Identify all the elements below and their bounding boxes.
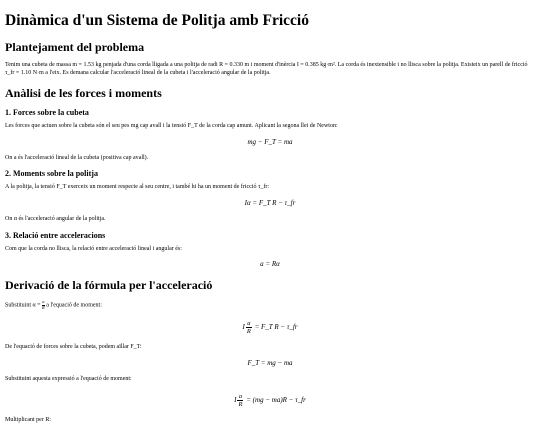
page-title: Dinàmica d'un Sistema de Politja amb Fricció [5, 12, 309, 29]
section-1-text: Les forces que actuen sobre la cubeta són el seu pes mg cap avall i la tensió F_T de la corda cap amunt. Aplicant la segona llei de Newton: [5, 123, 338, 130]
tension-equation: F_T = mg − ma [247, 358, 293, 367]
substituted-moment-equation: I $\frac{a}{R}$ = F_T R − τ_fr [242, 320, 298, 336]
section-1-after: On a és l'acceleració lineal de la cubeta (positiva cap avall). [5, 154, 149, 161]
moment-equation: Iα = F_T R − τ_fr [244, 198, 296, 207]
section-2-text: A la politja, la tensió F_T exerceix un moment respecte al seu centre, i també hi ha un moment de fricció τ_fr: [5, 184, 270, 191]
derivation-step-3-text: Substituint aquesta expressió a l'equació de moment: [5, 375, 132, 382]
relation-equation: a = Rα [260, 260, 280, 269]
derivation-step-4-text: Multiplicant per R: [5, 417, 51, 424]
derivation-step-1-text: Substituint α = $\frac{a}{R}$ a l'equació de moment: [5, 299, 102, 310]
section-3-heading: 3. Relació entre acceleracions [5, 230, 106, 240]
analysis-heading: Anàlisi de les forces i moments [5, 86, 162, 101]
derivation-heading: Derivació de la fórmula per l'acceleració [5, 278, 213, 293]
problem-text: Tenim una cubeta de massa m = 1.53 kg penjada d'una corda lligada a una politja de radi R = 0.330 m i moment d'inèrcia I = 0.385 kg·m². La corda és inextensible i no llisca sobre la politja. Existeix un parell de fricció τ_fr = 1.10 N·m a l'eix. Es demana calcular l'acceleració lineal de la cubeta i l'acceleració angular de la politja. [5, 62, 528, 76]
section-2-after: On α és l'acceleració angular de la politja. [5, 215, 106, 222]
problem-heading: Plantejament del problema [5, 40, 145, 54]
newton-equation: mg − F_T = ma [247, 137, 293, 146]
section-2-heading: 2. Moments sobre la politja [5, 169, 98, 179]
section-3-text: Com que la corda no llisca, la relació entre acceleració lineal i angular és: [5, 245, 182, 252]
derivation-step-2-text: De l'equació de forces sobre la cubeta, podem aïllar F_T: [5, 344, 142, 351]
combined-equation: I $\frac{a}{R}$ = (mg − ma)R − τ_fr [234, 393, 306, 409]
section-1-heading: 1. Forces sobre la cubeta [5, 108, 89, 118]
